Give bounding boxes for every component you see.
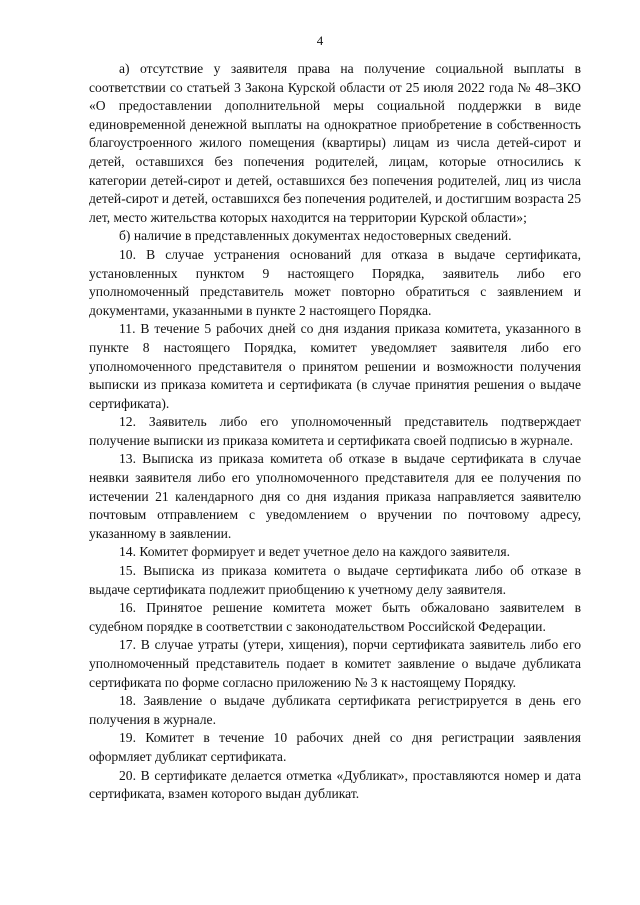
paragraph-18: 18. Заявление о выдаче дубликата сертификата регистрируется в день его получения в журнале.	[89, 693, 581, 727]
paragraph-19: 19. Комитет в течение 10 рабочих дней со дня регистрации заявления оформляет дубликат сертификата.	[89, 730, 581, 764]
paragraph-11: 11. В течение 5 рабочих дней со дня издания приказа комитета, указанного в пункте 8 настоящего Порядка, комитет уведомляет заявителя либо его уполномоченного представителя о принятом решении и возможности получения выписки из приказа комитета и сертификата (в случае принятия решения о выдаче сертификата).	[89, 321, 581, 411]
paragraph-10: 10. В случае устранения оснований для отказа в выдаче сертификата, установленных пунктом 9 настоящего Порядка, заявитель либо его уполномоченный представитель может повторно обратиться с заявлением и документами, указанными в пункте 2 настоящего Порядка.	[89, 246, 581, 318]
paragraph-14: 14. Комитет формирует и ведет учетное дело на каждого заявителя.	[119, 544, 510, 560]
page-number: 4	[316, 33, 324, 48]
paragraph-item-b: б) наличие в представленных документах недостоверных сведений.	[119, 228, 512, 244]
paragraph-12: 12. Заявитель либо его уполномоченный представитель подтверждает получение выписки из приказа комитета и сертификата своей подписью в журнале.	[89, 414, 581, 448]
paragraph-16: 16. Принятое решение комитета может быть обжаловано заявителем в судебном порядке в соответствии с законодательством Российской Федерации.	[89, 600, 581, 634]
paragraph-item-a: а) отсутствие у заявителя права на получение социальной выплаты в соответствии со статьей 3 Закона Курской области от 25 июля 2022 года № 48–ЗКО «О предоставлении дополнительной меры социальной поддержки в виде единовременной денежной выплаты на однократное приобретение в собственность благоустроенного жилого помещения (квартиры) лицам из числа детей-сирот и детей, оставшихся без попечения родителей, лицам, которые относились к категории детей-сирот и детей, оставшихся без попечения родителей, лиц из числа детей-сирот и детей, оставшихся без попечения родителей, и достигшим возраста 25 лет, место жительства которых находится на территории Курской области»;	[89, 61, 581, 225]
paragraph-15: 15. Выписка из приказа комитета о выдаче сертификата либо об отказе в выдаче сертификата подлежит приобщению к учетному делу заявителя.	[89, 563, 581, 597]
paragraph-17: 17. В случае утраты (утери, хищения), порчи сертификата заявитель либо его уполномоченный представитель подает в комитет заявление о выдаче дубликата сертификата по форме согласно приложению № 3 к настоящему Порядку.	[89, 637, 581, 690]
document-body	[89, 60, 581, 804]
paragraph-13: 13. Выписка из приказа комитета об отказе в выдаче сертификата в случае неявки заявителя либо его уполномоченного представителя для ее получения по истечении 21 календарного дня со дня издания приказа направляется заявителю почтовым отправлением с уведомлением о вручении по почтовому адресу, указанному в заявлении.	[89, 451, 581, 541]
paragraph-20: 20. В сертификате делается отметка «Дубликат», проставляются номер и дата сертификата, взамен которого выдан дубликат.	[89, 767, 581, 802]
